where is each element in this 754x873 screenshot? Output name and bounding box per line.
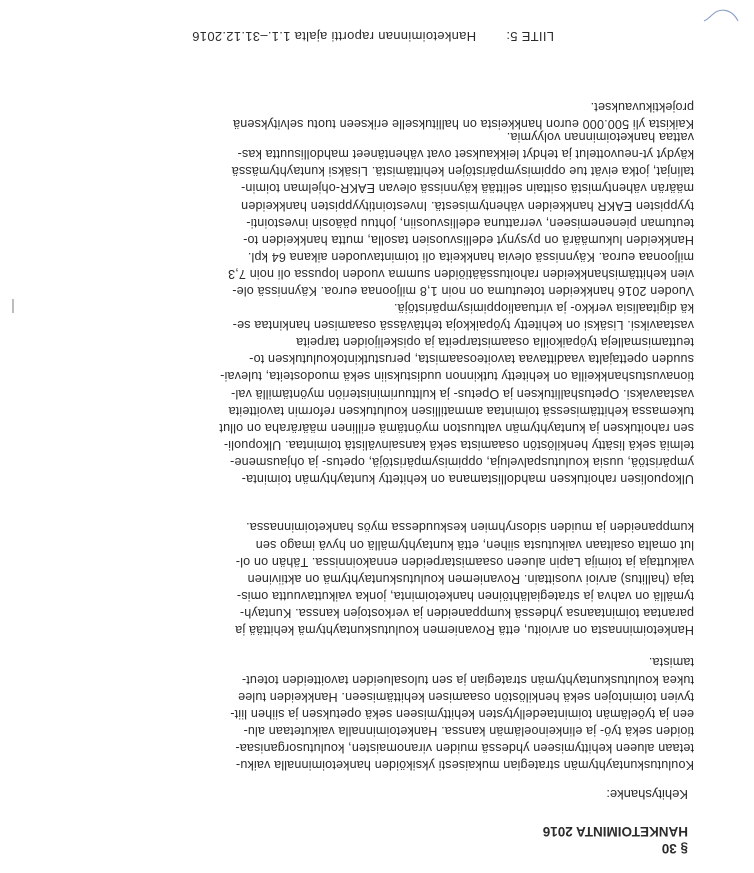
text-line: sen rahoituksen ja kuntayhtymän valtuuston myöntämä erillinen määräraha on ollut bbox=[219, 420, 694, 435]
attachment-title: Hanketoiminnan raportti ajalta 1.1.–31.12.2016 bbox=[191, 29, 477, 44]
text-line: lut omalta osaltaan vaikutusta siihen, että kuntayhtymällä on hyvä imago sen bbox=[255, 537, 694, 552]
handwritten-mark bbox=[702, 5, 742, 25]
paragraph-strategy bbox=[54, 653, 694, 773]
text-line: vattaa hanketoiminnan volyymia. bbox=[506, 130, 694, 145]
text-line: määrän vähentymistä osittain selittää käynnissä olevan EAKR-ohjelman toimin- bbox=[240, 181, 694, 196]
text-line: een ja työelämän toimintaedellytysten kehittymiseen sekä opetuksen ja siihen liit- bbox=[230, 706, 694, 721]
text-line: tionavustushankkeilla on kehitetty tutkinnon uudistuksiin sekä muodosteita, tulevai- bbox=[220, 369, 694, 384]
text-line: tyyppisten EAKR hankkeiden vähentymisestä. Investointityyppisten hankkeiden bbox=[241, 198, 694, 213]
paragraph-figures-2016 bbox=[54, 128, 694, 299]
text-line: teutuman pienenemiseen, verrattuna edellisvuosiin, johtuu pääosin investointi- bbox=[246, 215, 694, 230]
text-line: ympäristöä, uusia koulutuspalveluja, oppimisympäristöjä, opetus- ja ohjausmene- bbox=[229, 454, 694, 469]
text-line: vaikuttaja ja toimija Lapin alueen osaamistarpeiden ennakoinnissa. Tähän on ol- bbox=[235, 554, 694, 569]
text-line: Vuoden 2016 hankkeiden toteutuma on noin 1,8 miljoonaa euroa. Käynnissä ole- bbox=[232, 284, 694, 298]
text-line: tyvien toimintojen sekä henkilöstön osaamisen kehittämiseen. Hankkeiden tulee bbox=[237, 689, 694, 704]
text-line: kä digitaalisia verkko- ja virtuaalioppimisympäristöjä. bbox=[393, 301, 694, 316]
page-title: HANKETOIMINTA 2016 bbox=[542, 824, 688, 839]
text-line: Kaikista yli 500.000 euron hankkeista on hallitukselle erikseen tuotu selvityksenä bbox=[232, 117, 694, 131]
text-line: käydyt yt-neuvottelut ja tehdyt leikkaukset ovat vähentäneet mahdollisuutta kas- bbox=[237, 147, 694, 162]
scan-artifact bbox=[12, 299, 14, 313]
text-line: vastaavaksi. Opetushallituksen ja Opetus- ja kulttuuriministeriön myöntämillä val- bbox=[230, 386, 694, 401]
text-line: tetaan alueen kehittymiseen yhdessä muiden viranomaisten, koulutusorganisaa- bbox=[235, 740, 694, 755]
text-line: tukemassa kehittämisessä toimintaa ammatillisen koulutuksen reformin tavoitteita bbox=[228, 403, 694, 418]
section-number: § 30 bbox=[661, 841, 688, 856]
paragraph-external-funding bbox=[54, 299, 694, 487]
text-line: Hanketoiminnasta on arvioitu, että Rovaniemen koulutuskuntayhtymä kehittää ja bbox=[235, 623, 694, 637]
text-line: parantaa toimintaansa yhdessä kumppaneiden ja verkostojen kanssa. Kuntayh- bbox=[239, 605, 694, 620]
text-line: vastaaviksi. Lisäksi on kehitetty työpaikkoja tehtävässä osaamisen hankintaa se- bbox=[232, 318, 694, 333]
text-line: teuttamismalleja työpaikoilla osaamistarpeita ja opiskelijoiden tarpeita bbox=[296, 335, 694, 350]
paragraph-project-descriptions bbox=[54, 98, 694, 132]
text-line: vien kehittämishankkeiden rahoitussäätiöiden summa vuoden lopussa oli noin 7,3 bbox=[227, 266, 694, 281]
paragraph-evaluation bbox=[54, 518, 694, 638]
text-line: Hankkeiden lukumäärä on pysynyt edellisvuosien tasolla, mutta hankkeiden to- bbox=[242, 232, 694, 247]
attachment-label: LIITE 5: bbox=[506, 29, 554, 44]
text-line: tukea koulutuskuntayhtymän strategian ja sen tulosalueiden tavoitteiden toteut- bbox=[241, 672, 694, 687]
subheading: Kehityshanke: bbox=[606, 787, 688, 802]
text-line: tymällä on vahva ja strategialähtöinen hanketoiminta, jonka vaikuttavuutta omis- bbox=[236, 588, 694, 603]
text-line: tioiden sekä työ- ja elinkeinoelämän kanssa. Hanketoiminnalla vaikutetaan alu- bbox=[243, 723, 694, 738]
text-line: telmiä sekä lisätty henkilöstön osaamista sekä kansainvälistä toimintaa. Ulkopuoli- bbox=[223, 437, 694, 452]
text-line: Ulkopuolisen rahoituksen mahdollistamana on kehitetty kuntayhtymän toiminta- bbox=[241, 472, 694, 486]
text-line: Koulutuskuntayhtymän strategian mukaisesti yksiköiden hanketoiminnalla vaiku- bbox=[235, 758, 694, 772]
text-line: talinjat, jotka eivät tue oppimisympäristöjen kehittämistä. Lisäksi kuntayhtymässä bbox=[231, 164, 694, 179]
text-line: kumppaneiden ja muiden sidosryhmien keskuudessa myös hanketoiminnassa. bbox=[245, 520, 694, 535]
text-line: tamista. bbox=[648, 655, 694, 670]
text-line: projektikuvaukset. bbox=[590, 99, 694, 114]
page-heading bbox=[543, 823, 688, 857]
text-line: suuden opettajalta vaadittavaa tavoiteosaamista, perustutkintokoulutuksen to- bbox=[249, 352, 694, 367]
attachment-reference bbox=[192, 29, 554, 44]
text-line: taja (hallitus) arvioi vuosittain. Rovaniemen koulutuskuntayhtymä on aktiivinen bbox=[247, 571, 694, 586]
text-line: miljoonaa euroa. Käynnissä olevia hankkeita oli toimintavuoden aikana 64 kpl. bbox=[247, 249, 694, 264]
